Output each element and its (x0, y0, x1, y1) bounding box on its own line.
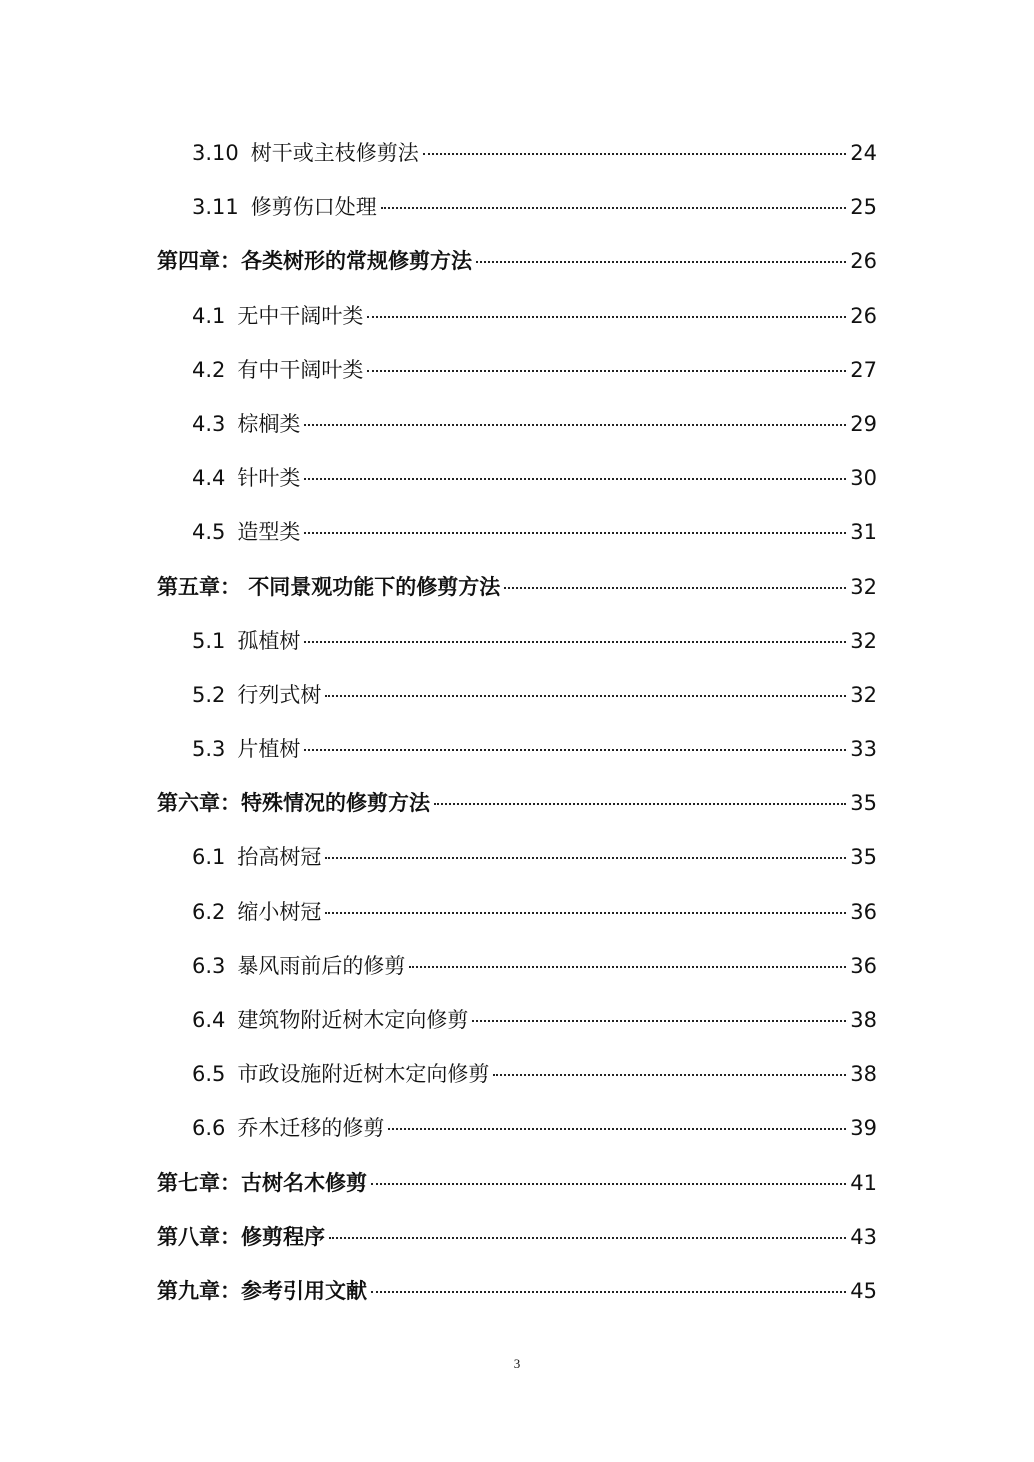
toc-entry-page: 32 (850, 628, 877, 653)
toc-entry-title: 有中干阔叶类 (237, 357, 364, 382)
page-number: 3 (513, 1356, 521, 1371)
toc-entry[interactable] (157, 1156, 877, 1210)
toc-entry-number: 3.11 (192, 195, 239, 220)
toc-dot-leader (367, 316, 846, 318)
toc-entry-page: 24 (850, 141, 877, 165)
toc-entry-page: 30 (850, 466, 877, 491)
toc-entry-title: 无中干阔叶类 (237, 303, 364, 328)
toc-entry-page: 26 (850, 249, 877, 274)
toc-dot-leader (367, 370, 846, 372)
toc-entry-title: 缩小树冠 (237, 899, 322, 924)
toc-entry[interactable] (157, 1101, 877, 1155)
toc-dot-leader (472, 1020, 846, 1022)
toc-dot-leader (371, 1291, 846, 1293)
toc-entry[interactable] (157, 126, 877, 180)
toc-entry-page: 25 (850, 195, 877, 220)
toc-entry-title: 造型类 (237, 520, 301, 545)
toc-entry[interactable] (157, 560, 877, 614)
toc-entry-number: 4.3 (192, 411, 226, 436)
toc-entry-number: 3.10 (192, 141, 239, 165)
toc-entry-number: 4.5 (192, 520, 226, 545)
toc-entry-page: 32 (850, 574, 877, 599)
toc-dot-leader (381, 207, 847, 209)
toc-entry[interactable] (157, 180, 877, 234)
toc-entry-page: 29 (850, 411, 877, 436)
toc-entry-title: 行列式树 (237, 682, 322, 707)
toc-entry-number: 6.5 (192, 1062, 226, 1087)
toc-entry-page: 38 (850, 1062, 877, 1087)
toc-entry-page: 39 (850, 1116, 877, 1141)
toc-entry-title: 建筑物附近树木定向修剪 (237, 1008, 469, 1032)
toc-entry[interactable] (157, 1047, 877, 1101)
toc-entry-number: 6.1 (192, 845, 226, 870)
toc-entry-title: 第六章：特殊情况的修剪方法 (157, 791, 430, 816)
toc-entry-number: 4.4 (192, 466, 226, 491)
toc-entry-title: 乔木迁移的修剪 (237, 1116, 385, 1141)
toc-entry[interactable] (157, 234, 877, 288)
toc-entry[interactable] (157, 343, 877, 397)
toc-entry-title: 第五章： 不同景观功能下的修剪方法 (157, 574, 501, 599)
toc-entry[interactable] (157, 668, 877, 722)
toc-entry-number: 6.3 (192, 953, 226, 978)
toc-entry-page: 36 (850, 953, 877, 978)
toc-dot-leader (304, 478, 846, 480)
toc-entry-number: 6.4 (192, 1008, 226, 1032)
toc-entry[interactable] (157, 1264, 877, 1318)
toc-entry-page: 45 (850, 1278, 877, 1303)
toc-entry-page: 36 (850, 899, 877, 924)
table-of-contents (157, 126, 877, 1318)
toc-dot-leader (423, 153, 847, 155)
toc-entry-page: 26 (850, 303, 877, 328)
toc-entry-page: 38 (850, 1008, 877, 1032)
toc-entry[interactable] (157, 289, 877, 343)
toc-entry-title: 针叶类 (237, 466, 301, 491)
toc-dot-leader (371, 1183, 846, 1185)
toc-dot-leader (434, 803, 846, 805)
toc-entry-title: 孤植树 (237, 628, 301, 653)
toc-entry-page: 33 (850, 737, 877, 762)
toc-entry-title: 第九章：参考引用文献 (157, 1278, 367, 1303)
toc-entry[interactable] (157, 885, 877, 939)
toc-entry-number: 4.1 (192, 303, 226, 328)
toc-dot-leader (304, 749, 846, 751)
toc-dot-leader (304, 424, 846, 426)
toc-entry[interactable] (157, 1210, 877, 1264)
toc-entry-page: 35 (850, 845, 877, 870)
toc-dot-leader (304, 641, 846, 643)
toc-entry-title: 棕榈类 (237, 411, 301, 436)
toc-entry-title: 片植树 (237, 737, 301, 762)
toc-entry[interactable] (157, 397, 877, 451)
toc-dot-leader (504, 587, 846, 589)
toc-entry-title: 市政设施附近树木定向修剪 (237, 1062, 490, 1087)
toc-entry-title: 抬高树冠 (237, 845, 322, 870)
toc-dot-leader (325, 695, 846, 697)
toc-entry-title: 树干或主枝修剪法 (250, 141, 419, 165)
toc-dot-leader (325, 912, 846, 914)
toc-entry[interactable] (157, 939, 877, 993)
toc-entry[interactable] (157, 451, 877, 505)
toc-entry-page: 31 (850, 520, 877, 545)
toc-entry-number: 4.2 (192, 357, 226, 382)
toc-entry-number: 5.2 (192, 682, 226, 707)
toc-entry-number: 5.3 (192, 737, 226, 762)
toc-entry[interactable] (157, 505, 877, 559)
toc-entry-page: 27 (850, 357, 877, 382)
toc-entry[interactable] (157, 993, 877, 1047)
toc-dot-leader (476, 261, 846, 263)
toc-entry-title: 第八章：修剪程序 (157, 1224, 325, 1249)
toc-entry-page: 41 (850, 1170, 877, 1195)
toc-dot-leader (388, 1128, 846, 1130)
toc-entry-title: 第四章：各类树形的常规修剪方法 (157, 249, 472, 274)
toc-entry[interactable] (157, 776, 877, 830)
toc-entry-title: 修剪伤口处理 (250, 195, 377, 220)
toc-entry-number: 5.1 (192, 628, 226, 653)
toc-dot-leader (304, 532, 846, 534)
toc-entry[interactable] (157, 722, 877, 776)
toc-entry-number: 6.2 (192, 899, 226, 924)
toc-dot-leader (329, 1237, 846, 1239)
toc-entry-title: 暴风雨前后的修剪 (237, 953, 406, 978)
toc-entry-page: 32 (850, 682, 877, 707)
toc-entry-page: 43 (850, 1224, 877, 1249)
toc-entry[interactable] (157, 614, 877, 668)
toc-entry-number: 6.6 (192, 1116, 226, 1141)
toc-dot-leader (409, 966, 846, 968)
toc-entry-page: 35 (850, 791, 877, 816)
toc-dot-leader (325, 857, 846, 859)
toc-entry[interactable] (157, 830, 877, 884)
toc-entry-title: 第七章：古树名木修剪 (157, 1170, 367, 1195)
toc-dot-leader (493, 1074, 846, 1076)
